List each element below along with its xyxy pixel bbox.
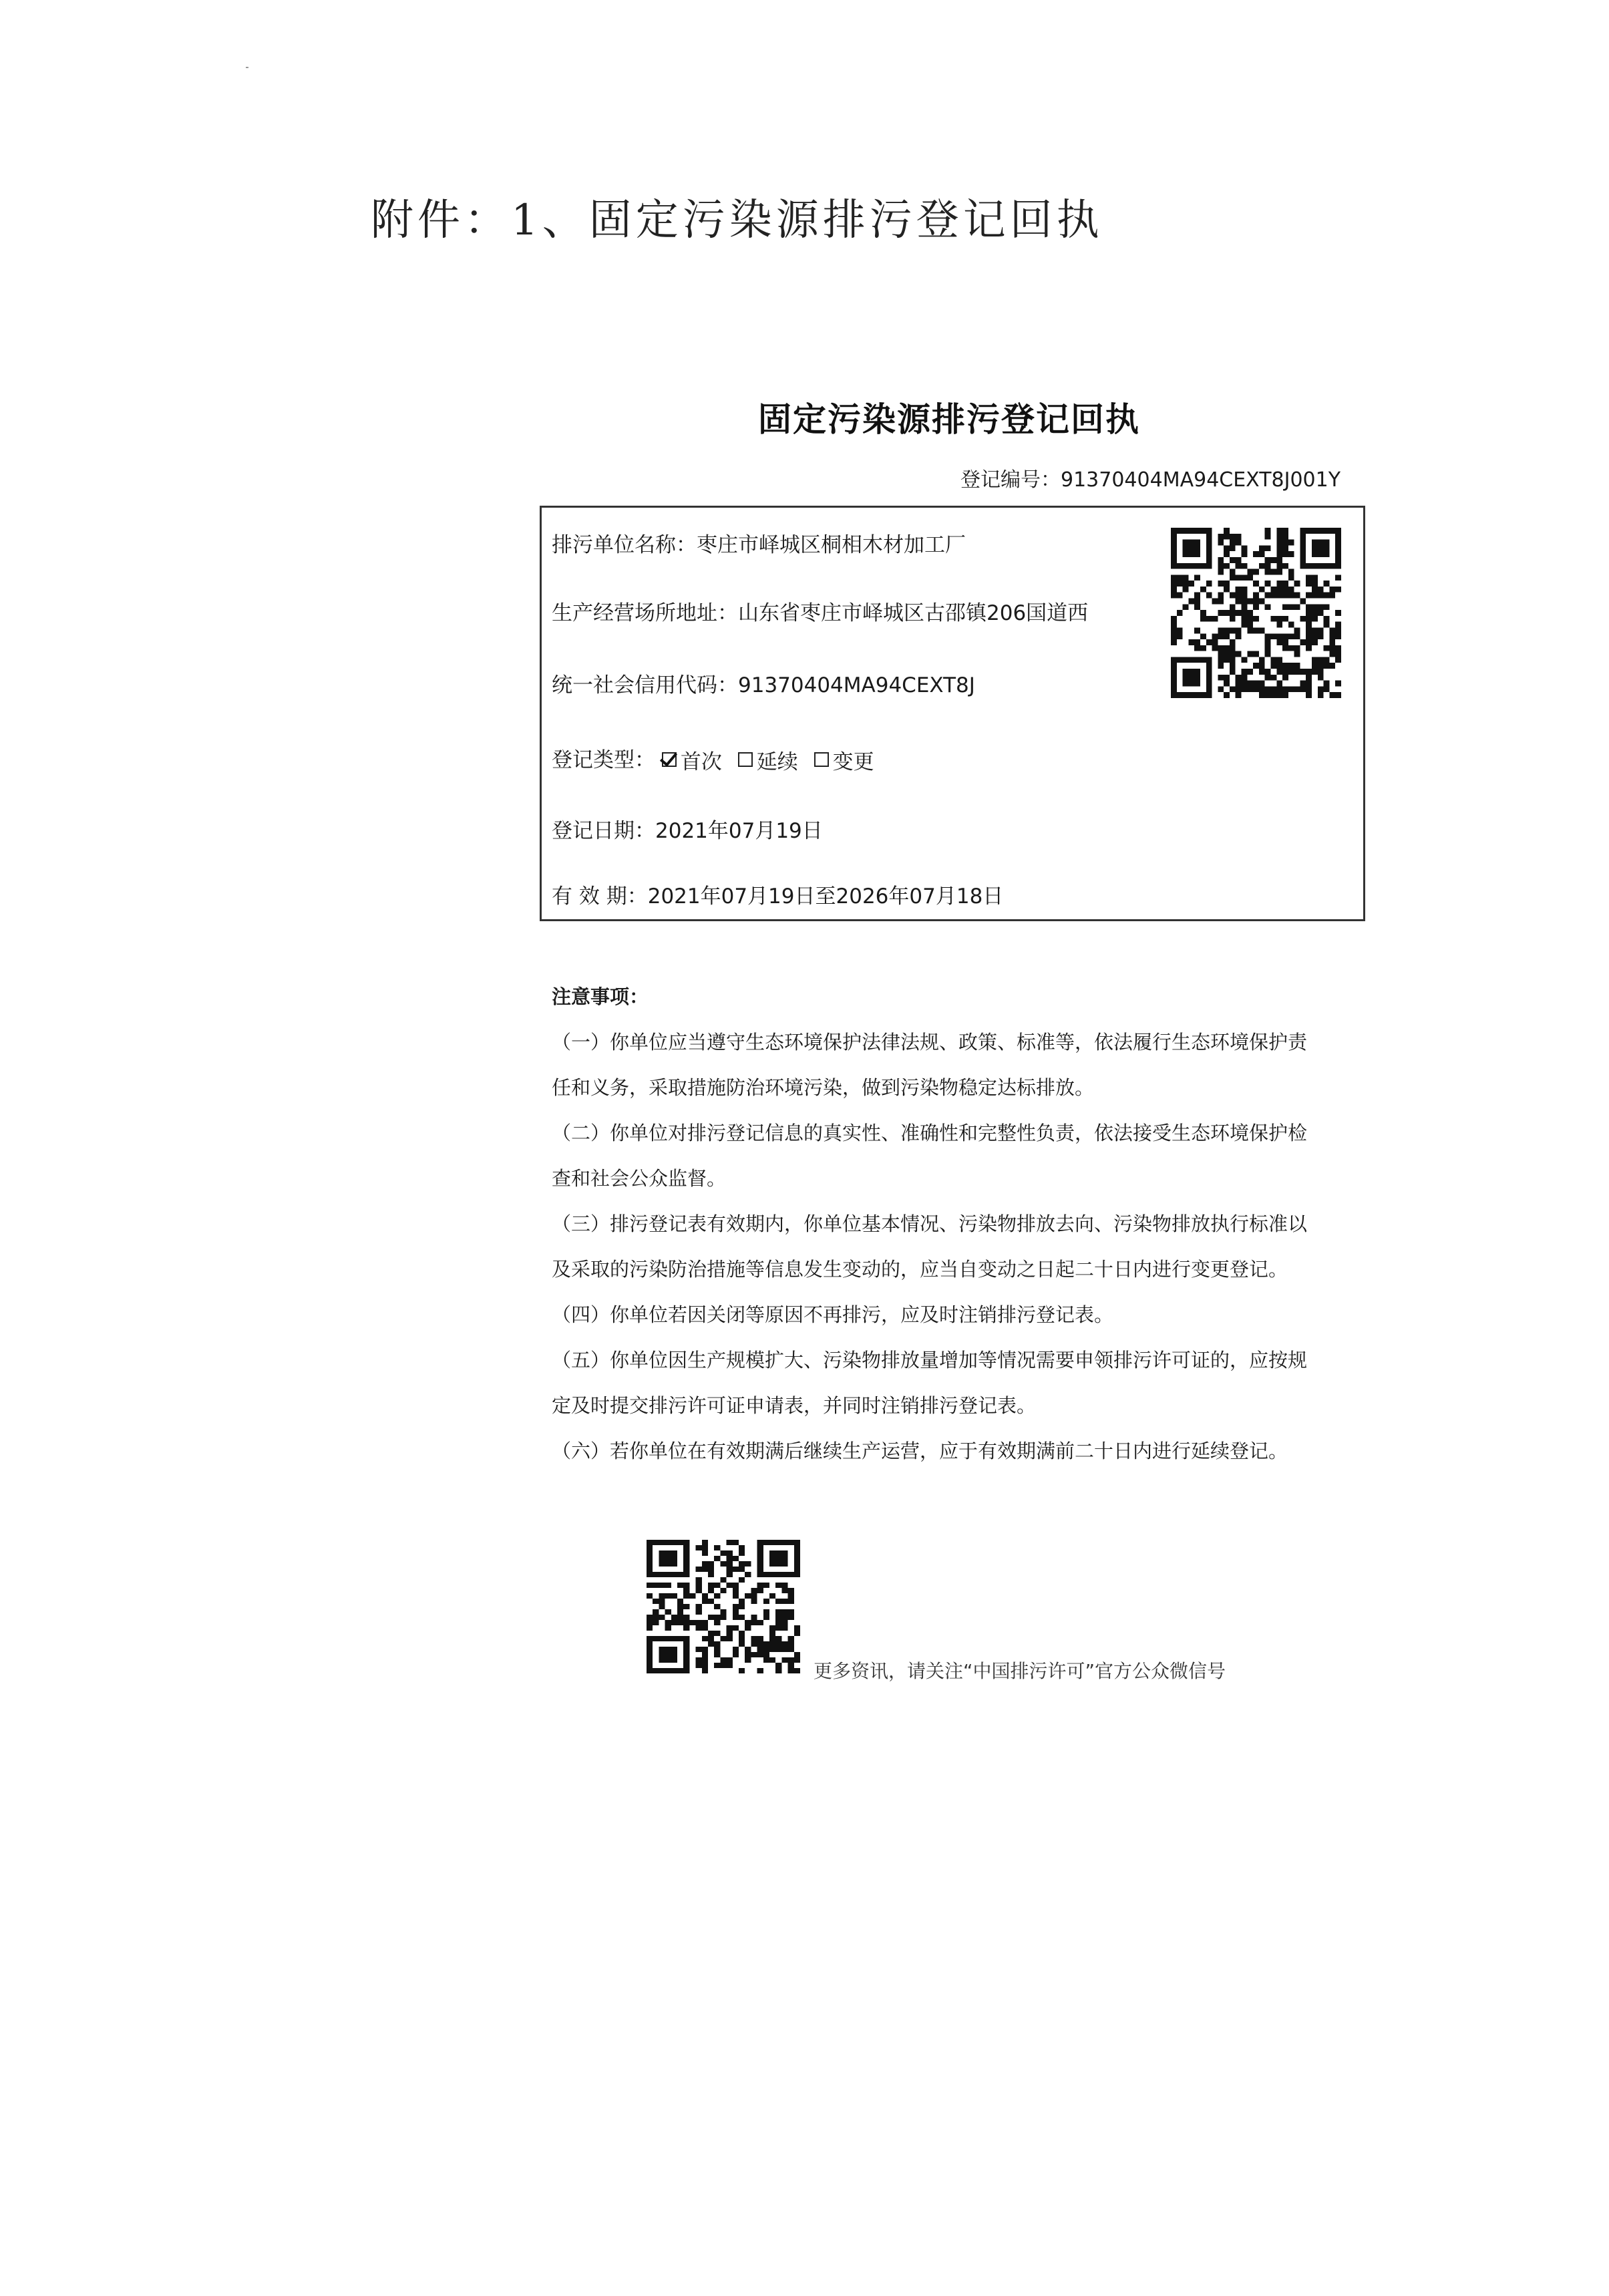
registration-date-value: 2021年07月19日 — [655, 819, 823, 843]
registration-number-value: 91370404MA94CEXT8J001Y — [1061, 468, 1341, 492]
qr-code-icon — [647, 1540, 800, 1673]
note-line: （一）你单位应当遵守生态环境保护法律法规、政策、标准等，依法履行生态环境保护责 — [552, 1031, 1308, 1053]
note-line: 任和义务，采取措施防治环境污染，做到污染物稳定达标排放。 — [552, 1076, 1095, 1099]
address-field — [552, 596, 1088, 626]
notes-title: 注意事项： — [552, 985, 649, 1008]
registration-date-field — [552, 814, 823, 844]
registration-type-label: 登记类型： — [552, 748, 655, 772]
address-value: 山东省枣庄市峄城区古邵镇206国道西 — [738, 601, 1089, 625]
registration-type-field — [552, 743, 884, 775]
type-option-label: 变更 — [832, 750, 874, 774]
receipt-box — [540, 506, 1365, 921]
note-line: 及采取的污染防治措施等信息发生变动的，应当自变动之日起二十日内进行变更登记。 — [552, 1258, 1288, 1281]
type-option-label: 首次 — [680, 750, 722, 774]
registration-type-options — [662, 748, 884, 772]
document-title: 固定污染源排污登记回执 — [758, 400, 1140, 439]
unchecked-box-icon — [738, 752, 753, 767]
attachment-heading: 附件：1、固定污染源排污登记回执 — [371, 196, 1103, 245]
unchecked-box-icon — [814, 752, 829, 767]
registration-number-label: 登记编号： — [960, 468, 1061, 492]
unit-name-label: 排污单位名称： — [552, 533, 697, 557]
validity-label: 有 效 期： — [552, 884, 648, 909]
unit-name-value: 枣庄市峄城区桐相木材加工厂 — [697, 533, 966, 557]
qr-code-icon — [1171, 528, 1341, 698]
note-line: （三）排污登记表有效期内，你单位基本情况、污染物排放去向、污染物排放执行标准以 — [552, 1212, 1308, 1235]
validity-value: 2021年07月19日至2026年07月18日 — [647, 884, 1004, 909]
type-option-first — [662, 745, 722, 775]
note-line: （六）若你单位在有效期满后继续生产运营，应于有效期满前二十日内进行延续登记。 — [552, 1440, 1288, 1462]
validity-field — [552, 879, 1003, 909]
checked-box-icon — [662, 752, 677, 767]
credit-code-label: 统一社会信用代码： — [552, 673, 738, 697]
type-option-change — [814, 745, 874, 775]
scan-speck — [246, 67, 248, 68]
registration-date-label: 登记日期： — [552, 819, 655, 843]
credit-code-field — [552, 668, 975, 698]
registration-number — [960, 463, 1340, 492]
address-label: 生产经营场所地址： — [552, 601, 738, 625]
note-line: 查和社会公众监督。 — [552, 1167, 727, 1190]
unit-name-field — [552, 528, 966, 558]
note-line: （五）你单位因生产规模扩大、污染物排放量增加等情况需要申领排污许可证的，应按规 — [552, 1349, 1308, 1371]
note-line: 定及时提交排污许可证申请表，并同时注销排污登记表。 — [552, 1394, 1037, 1417]
note-line: （四）你单位若因关闭等原因不再排污，应及时注销排污登记表。 — [552, 1303, 1114, 1326]
type-option-label: 延续 — [756, 750, 798, 774]
note-line: （二）你单位对排污登记信息的真实性、准确性和完整性负责，依法接受生态环境保护检 — [552, 1122, 1308, 1144]
credit-code-value: 91370404MA94CEXT8J — [738, 673, 975, 697]
footer-text: 更多资讯，请关注“中国排污许可”官方公众微信号 — [814, 1660, 1226, 1682]
type-option-renewal — [738, 745, 798, 775]
